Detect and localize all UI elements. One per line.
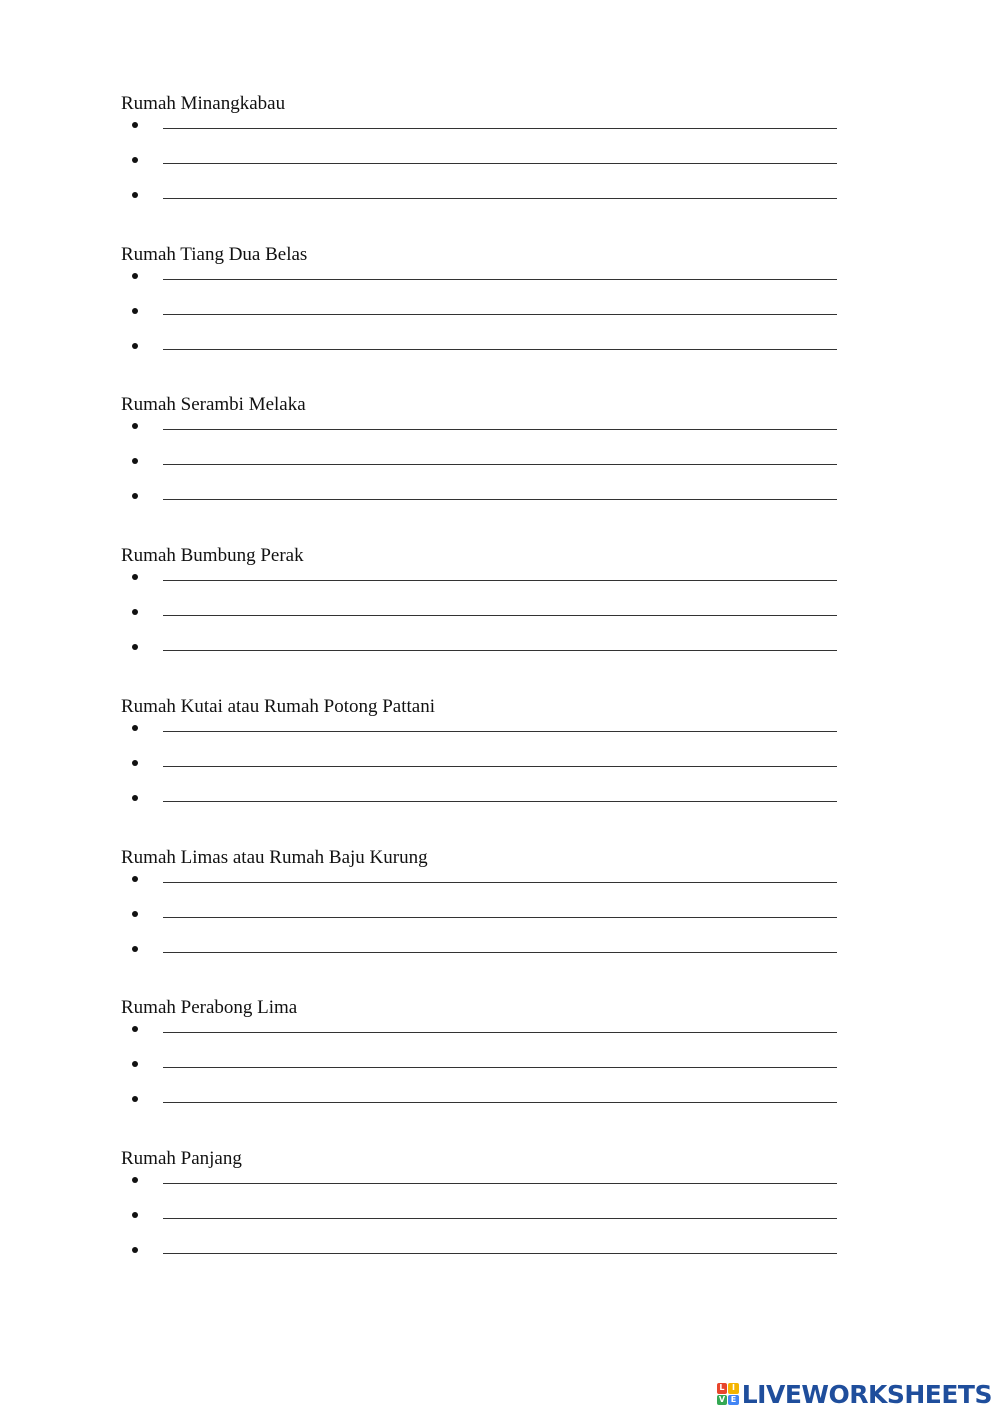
bullet-icon xyxy=(132,760,138,766)
section-title: Rumah Bumbung Perak xyxy=(121,545,304,567)
answer-row xyxy=(121,188,841,223)
section-title: Rumah Minangkabau xyxy=(121,93,286,114)
section-title: Rumah Kutai atau Rumah Potong Pattani xyxy=(121,695,435,717)
answer-row xyxy=(121,907,841,942)
answer-list xyxy=(121,269,841,374)
bullet-icon xyxy=(132,192,138,198)
liveworksheets-logo-icon xyxy=(717,1383,739,1405)
answer-row xyxy=(121,419,841,454)
bullet-icon xyxy=(132,574,138,580)
answer-list xyxy=(121,570,841,675)
answer-row xyxy=(121,118,841,153)
liveworksheets-brand xyxy=(717,1379,992,1409)
answer-blank-line[interactable] xyxy=(163,766,837,767)
answer-list xyxy=(121,1173,841,1278)
answer-blank-line[interactable] xyxy=(163,650,837,651)
answer-blank-line[interactable] xyxy=(163,1067,837,1068)
bullet-icon xyxy=(132,273,138,279)
bullet-icon xyxy=(132,343,138,349)
answer-blank-line[interactable] xyxy=(163,279,837,280)
logo-letter: V xyxy=(717,1395,728,1406)
answer-list xyxy=(121,872,841,977)
answer-list xyxy=(121,1022,841,1127)
answer-blank-line[interactable] xyxy=(163,580,837,581)
logo-letter: I xyxy=(728,1383,739,1394)
question-section xyxy=(121,696,841,826)
answer-row xyxy=(121,872,841,907)
question-section xyxy=(121,394,841,524)
answer-blank-line[interactable] xyxy=(163,952,837,953)
bullet-icon xyxy=(132,1096,138,1102)
answer-row xyxy=(121,1243,841,1278)
answer-list xyxy=(121,721,841,826)
answer-blank-line[interactable] xyxy=(163,1218,837,1219)
bullet-icon xyxy=(132,1212,138,1218)
bullet-icon xyxy=(132,1061,138,1067)
bullet-icon xyxy=(132,876,138,882)
brand-name: LIVEWORKSHEETS xyxy=(741,1379,992,1409)
bullet-icon xyxy=(132,157,138,163)
answer-row xyxy=(121,339,841,374)
logo-letter: E xyxy=(728,1395,739,1406)
answer-blank-line[interactable] xyxy=(163,349,837,350)
bullet-icon xyxy=(132,1026,138,1032)
answer-list xyxy=(121,118,841,223)
bullet-icon xyxy=(132,122,138,128)
answer-row xyxy=(121,153,841,188)
question-section xyxy=(121,93,841,223)
logo-letter: L xyxy=(717,1383,728,1394)
section-title: Rumah Panjang xyxy=(121,1147,242,1169)
answer-blank-line[interactable] xyxy=(163,1183,837,1184)
question-section xyxy=(121,1148,841,1278)
answer-blank-line[interactable] xyxy=(163,1253,837,1254)
bullet-icon xyxy=(132,1177,138,1183)
answer-blank-line[interactable] xyxy=(163,314,837,315)
answer-row xyxy=(121,570,841,605)
bullet-icon xyxy=(132,911,138,917)
answer-row xyxy=(121,942,841,977)
answer-row xyxy=(121,1057,841,1092)
answer-row xyxy=(121,1022,841,1057)
answer-row xyxy=(121,791,841,826)
answer-blank-line[interactable] xyxy=(163,801,837,802)
answer-blank-line[interactable] xyxy=(163,882,837,883)
answer-row xyxy=(121,304,841,339)
question-section xyxy=(121,847,841,977)
answer-blank-line[interactable] xyxy=(163,917,837,918)
question-section xyxy=(121,997,841,1127)
answer-row xyxy=(121,756,841,791)
answer-blank-line[interactable] xyxy=(163,163,837,164)
question-section xyxy=(121,545,841,675)
answer-row xyxy=(121,605,841,640)
bullet-icon xyxy=(132,725,138,731)
answer-row xyxy=(121,269,841,304)
answer-blank-line[interactable] xyxy=(163,429,837,430)
answer-blank-line[interactable] xyxy=(163,1032,837,1033)
answer-row xyxy=(121,1208,841,1243)
answer-row xyxy=(121,454,841,489)
question-section xyxy=(121,244,841,374)
answer-blank-line[interactable] xyxy=(163,731,837,732)
answer-row xyxy=(121,1173,841,1208)
bullet-icon xyxy=(132,458,138,464)
bullet-icon xyxy=(132,1247,138,1253)
bullet-icon xyxy=(132,423,138,429)
bullet-icon xyxy=(132,493,138,499)
bullet-icon xyxy=(132,946,138,952)
section-title: Rumah Tiang Dua Belas xyxy=(121,243,308,265)
answer-row xyxy=(121,640,841,675)
answer-blank-line[interactable] xyxy=(163,198,837,199)
answer-blank-line[interactable] xyxy=(163,615,837,616)
answer-blank-line[interactable] xyxy=(163,128,837,129)
bullet-icon xyxy=(132,795,138,801)
section-title: Rumah Serambi Melaka xyxy=(121,394,306,416)
answer-list xyxy=(121,419,841,524)
section-title: Rumah Limas atau Rumah Baju Kurung xyxy=(121,846,428,868)
answer-row xyxy=(121,489,841,524)
bullet-icon xyxy=(132,609,138,615)
bullet-icon xyxy=(132,308,138,314)
answer-row xyxy=(121,721,841,756)
section-title: Rumah Perabong Lima xyxy=(121,997,298,1019)
bullet-icon xyxy=(132,644,138,650)
answer-blank-line[interactable] xyxy=(163,1102,837,1103)
answer-row xyxy=(121,1092,841,1127)
answer-blank-line[interactable] xyxy=(163,499,837,500)
answer-blank-line[interactable] xyxy=(163,464,837,465)
